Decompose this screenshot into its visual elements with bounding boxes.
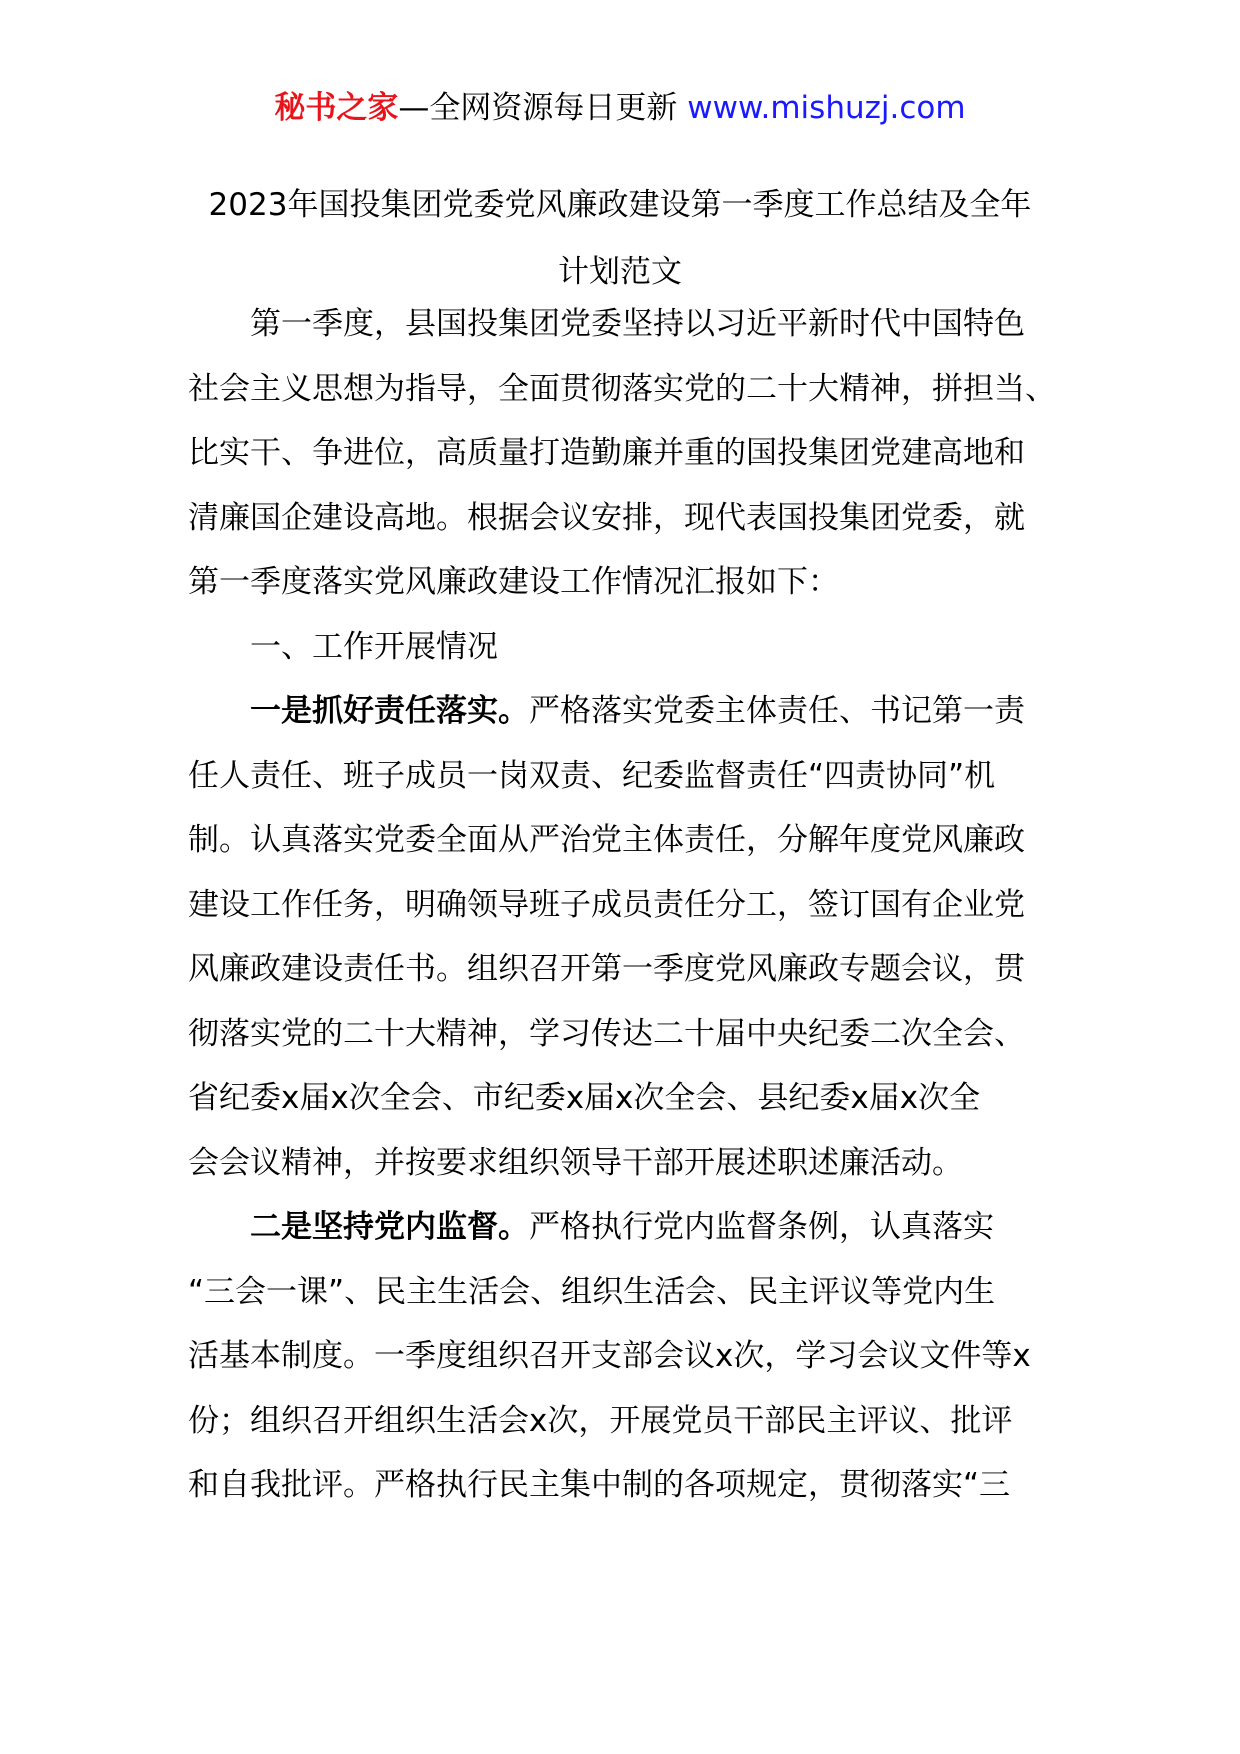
paragraph-line: 第一季度落实党风廉政建设工作情况汇报如下： xyxy=(188,564,839,600)
paragraph-line: 风廉政建设责任书。组织召开第一季度党风廉政专题会议，贯 xyxy=(188,951,1025,987)
document-title xyxy=(150,172,1090,306)
paragraph-line: 任人责任、班子成员一岗双责、纪委监督责任“四责协同”机 xyxy=(188,757,996,794)
paragraph-lead: 二是坚持党内监督。 xyxy=(250,1209,529,1245)
paragraph-line xyxy=(188,691,1058,756)
paragraph-line: 和自我批评。严格执行民主集中制的各项规定，贯彻落实“三 xyxy=(188,1467,1011,1503)
banner-brand: 秘书之家 xyxy=(274,90,399,126)
paragraph-lead: 一是抓好责任落实。 xyxy=(250,693,529,729)
paragraph-line: 会会议精神，并按要求组织领导干部开展述职述廉活动。 xyxy=(188,1144,963,1181)
paragraph-line: 制。认真落实党委全面从严治党主体责任，分解年度党风廉政 xyxy=(188,822,1025,858)
paragraph-line: “三会一课”、民主生活会、组织生活会、民主评议等党内生 xyxy=(188,1273,996,1310)
paragraph-line: 建设工作任务，明确领导班子成员责任分工，签订国有企业党 xyxy=(188,886,1025,923)
paragraph-line: 份；组织召开组织生活会x次，开展党员干部民主评议、批评 xyxy=(188,1402,1013,1439)
paragraph-line: 活基本制度。一季度组织召开支部会议x次，学习会议文件等x xyxy=(188,1338,1031,1374)
paragraph-line: 清廉国企建设高地。根据会议安排，现代表国投集团党委，就 xyxy=(188,499,1025,536)
paragraph-text: 严格执行党内监督条例，认真落实 xyxy=(529,1209,994,1245)
banner-url-link[interactable]: www.mishuzj.com xyxy=(687,90,966,126)
section-heading: 一、工作开展情况 xyxy=(250,628,498,665)
paragraph-text: 严格落实党委主体责任、书记第一责 xyxy=(529,693,1025,729)
paragraph-line: 省纪委x届x次全会、市纪委x届x次全会、县纪委x届x次全 xyxy=(188,1080,981,1116)
paragraph-line: 社会主义思想为指导，全面贯彻落实党的二十大精神，拼担当、 xyxy=(188,370,1056,407)
paragraph-line: 彻落实党的二十大精神，学习传达二十届中央纪委二次全会、 xyxy=(188,1015,1025,1052)
banner-slogan: —全网资源每日更新 xyxy=(398,90,678,126)
title-line-2: 计划范文 xyxy=(558,254,682,290)
paragraph-line: 比实干、争进位，高质量打造勤廉并重的国投集团党建高地和 xyxy=(188,435,1025,471)
document-body xyxy=(188,304,1058,1530)
site-banner xyxy=(0,86,1240,130)
paragraph-line xyxy=(188,1207,1058,1272)
paragraph-line: 第一季度，县国投集团党委坚持以习近平新时代中国特色 xyxy=(250,306,1025,342)
title-line-1: 2023年国投集团党委党风廉政建设第一季度工作总结及全年 xyxy=(208,187,1032,223)
